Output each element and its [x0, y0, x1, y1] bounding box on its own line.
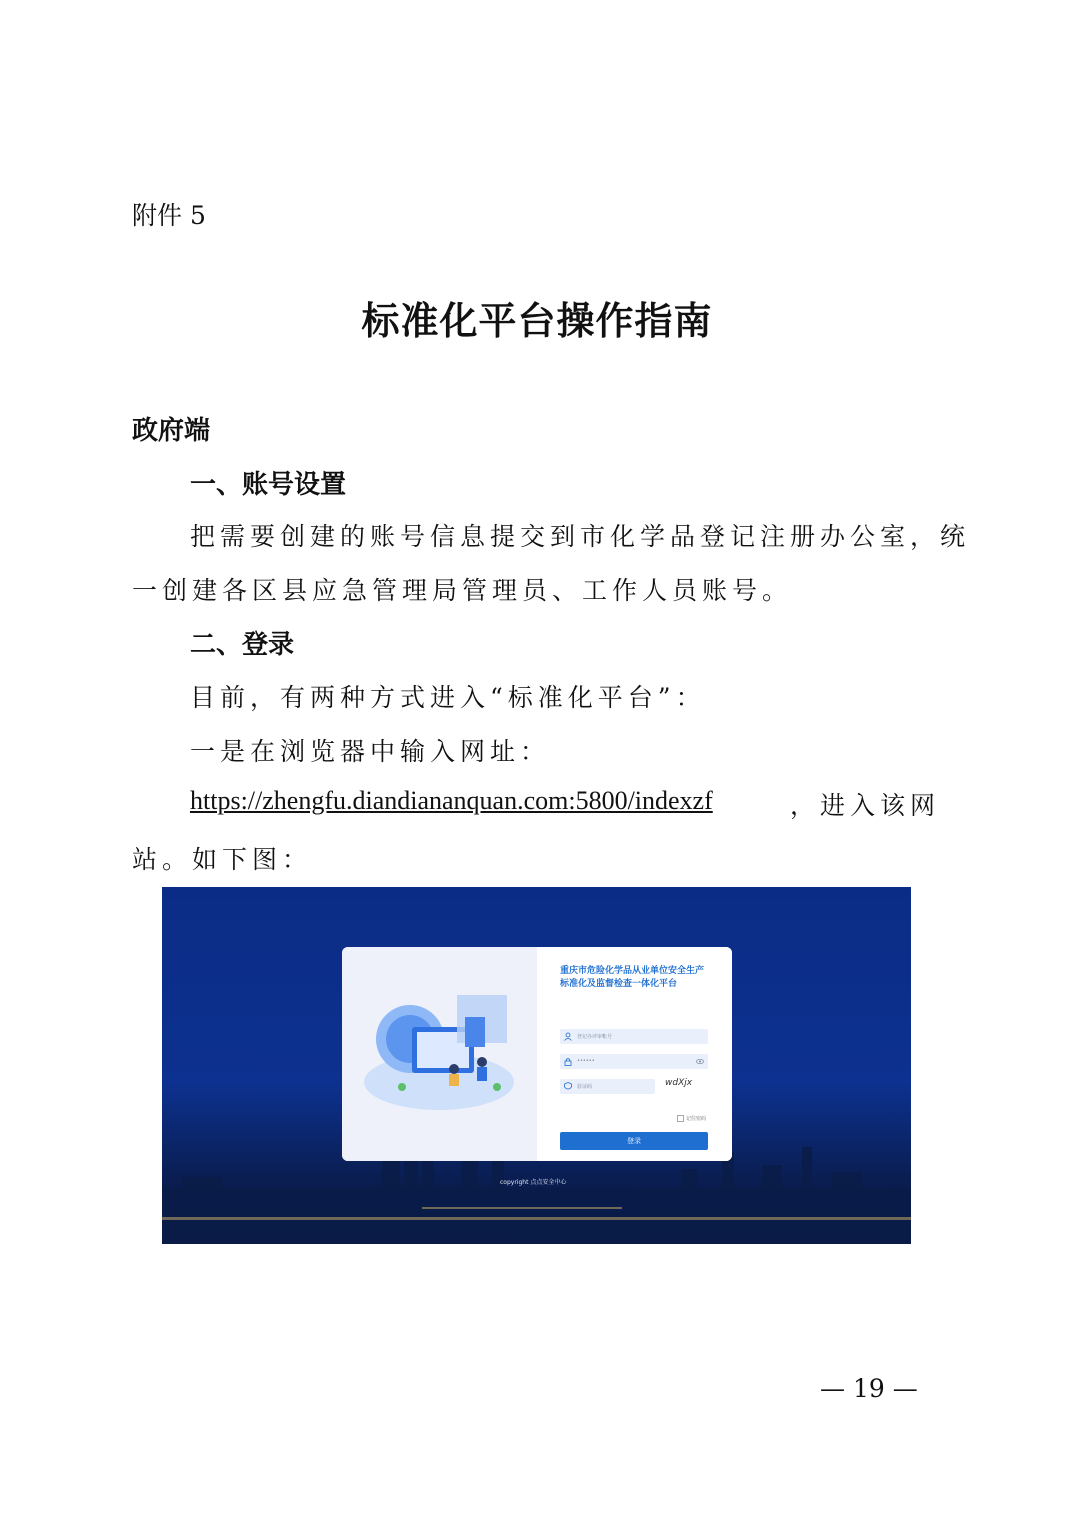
copyright-text: copyright 点点安全中心 [500, 1179, 567, 1186]
platform-url-link[interactable]: https://zhengfu.diandiananquan.com:5800/indexzf [190, 786, 713, 815]
captcha-input[interactable] [560, 1079, 655, 1094]
login-button[interactable]: 登录 [560, 1132, 708, 1150]
login-page-screenshot [162, 887, 911, 1244]
remember-label: 记住密码 [686, 1116, 707, 1122]
captcha-image[interactable]: wdXjx [665, 1078, 693, 1088]
para-line: 一是在浏览器中输入网址： [190, 737, 551, 766]
para-line: 站。如下图： [132, 845, 313, 874]
login-illustration [342, 947, 537, 1161]
checkbox-icon [677, 1115, 684, 1122]
remember-password-checkbox[interactable] [677, 1115, 706, 1122]
eye-icon[interactable] [696, 1058, 704, 1065]
para-line: 一创建各区县应急管理局管理员、工作人员账号。 [132, 576, 793, 605]
username-placeholder: 登记办评审帐号 [577, 1034, 613, 1040]
para-line: 把需要创建的账号信息提交到市化学品登记注册办公室，统 [190, 522, 971, 551]
username-input[interactable] [560, 1029, 708, 1044]
shield-icon [564, 1082, 572, 1091]
heading-account-setup: 一、账号设置 [190, 470, 347, 500]
attachment-label: 附件 5 [132, 201, 206, 230]
user-icon [564, 1032, 572, 1041]
page-number: — 19 — [820, 1374, 918, 1403]
lock-icon [564, 1057, 572, 1066]
heading-login: 二、登录 [190, 630, 295, 660]
password-value: •••••• [577, 1058, 595, 1064]
captcha-placeholder: 验证码 [577, 1084, 593, 1090]
para-line: 目前，有两种方式进入“标准化平台”： [190, 683, 706, 712]
para-line: ，进入该网 [790, 791, 941, 820]
section-heading: 政府端 [132, 416, 211, 446]
platform-title: 重庆市危险化学品从业单位安全生产标准化及监督检查一体化平台 [560, 966, 705, 989]
document-title: 标准化平台操作指南 [361, 298, 713, 343]
login-form [537, 947, 732, 1161]
password-input[interactable] [560, 1054, 708, 1069]
login-card [342, 947, 732, 1161]
